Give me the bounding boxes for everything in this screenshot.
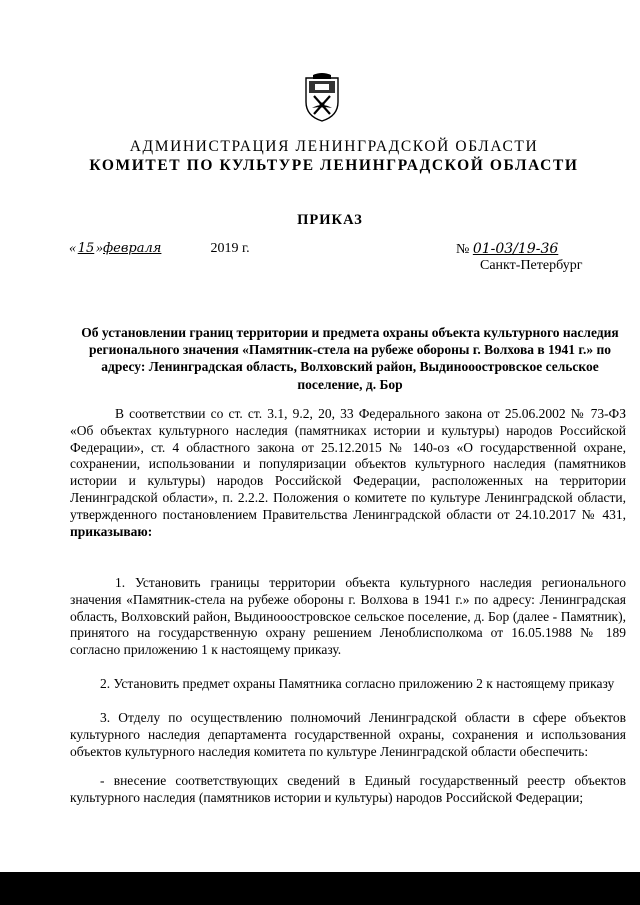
document-number xyxy=(456,241,585,258)
document-city: Санкт-Петербург xyxy=(480,258,583,273)
organization-line-2: КОМИТЕТ ПО КУЛЬТУРЕ ЛЕНИНГРАДСКОЙ ОБЛАСТИ xyxy=(89,157,579,174)
item-3-paragraph: 3. Отделу по осуществлению полномочий Ленинградской области в сфере объектов культурного наследия департамента государственной охраны, сохранения и использования объектов культурного наследия комитета по культуре Ленинградской области обеспечить: xyxy=(70,710,626,759)
coat-of-arms-icon xyxy=(303,72,341,122)
date-day: 15 xyxy=(77,241,95,256)
item-1-paragraph: 1. Установить границы территории объекта культурного наследия регионального значения «Памятник-стела на рубеже обороны г. Волхова в 1941 г.» по адресу: Ленинградская область, Волховский район, Выдинооостровское сельское поселение, д. Бор (далее - Памятник), принятого на государственную охрану решением Леноблисполкома от 16.05.1988 № 189 согласно приложению 1 к настоящему приказу. xyxy=(70,575,626,658)
document-date xyxy=(69,241,250,257)
date-month: февраля xyxy=(103,241,162,256)
scan-bottom-border xyxy=(0,872,640,905)
date-close-quote: » xyxy=(96,241,103,256)
order-word: приказываю: xyxy=(70,523,153,539)
item-3-subitem-1: - внесение соответствующих сведений в Единый государственный реестр объектов культурного наследия (памятников истории и культуры) народов Российской Федерации; xyxy=(70,773,626,805)
document-title: ПРИКАЗ xyxy=(297,212,363,228)
organization-line-1: АДМИНИСТРАЦИЯ ЛЕНИНГРАДСКОЙ ОБЛАСТИ xyxy=(129,138,539,155)
number-value: 01-03/19-36 xyxy=(472,241,559,257)
date-year: 2019 г. xyxy=(210,241,250,256)
intro-text: В соответствии со ст. ст. 3.1, 9.2, 20, 33 Федерального закона от 25.06.2002 № 73-ФЗ «Об объектах культурного наследия (памятниках истории и культуры) народов Российской Федерации», ст. 4 областного закона от 25.12.2015 № 140-оз «О государственной охране, сохранении, использовании и популяризации объектов культурного наследия (памятников истории и культуры) народов Российской Федерации, расположенных на территории Ленинградской области», п. 2.2.2. Положения о комитете по культуре Ленинградской области, утвержденного постановлением Правительства Ленинградской области от 24.10.2017 № 431, xyxy=(70,406,626,522)
number-prefix: № xyxy=(456,242,470,257)
document-subject: Об установлении границ территории и предмета охраны объекта культурного наследия регионального значения «Памятник-стела на рубеже обороны г. Волхова в 1941 г.» по адресу: Ленинградская область, Волховский район, Выдинооостровское сельское поселение, д. Бор xyxy=(81,325,619,392)
date-open-quote: « xyxy=(69,241,76,256)
item-2-paragraph: 2. Установить предмет охраны Памятника согласно приложению 2 к настоящему приказу xyxy=(100,676,615,691)
intro-paragraph xyxy=(70,406,626,540)
